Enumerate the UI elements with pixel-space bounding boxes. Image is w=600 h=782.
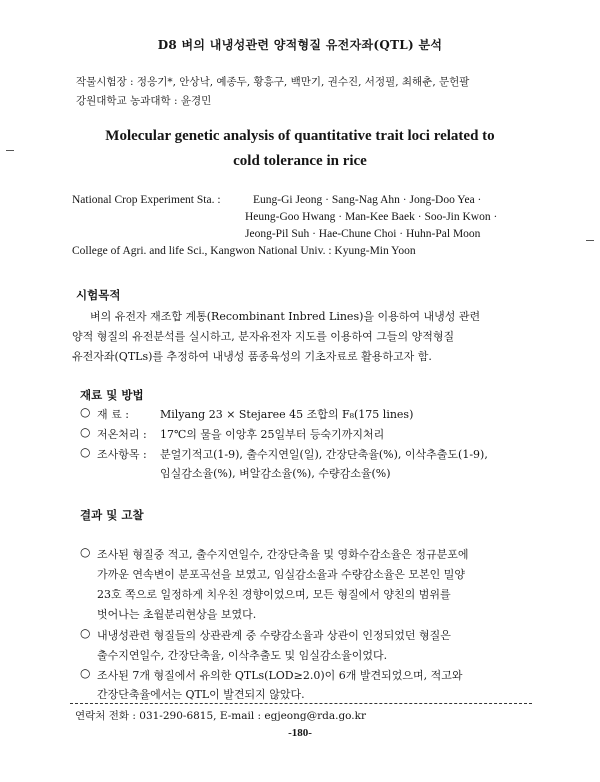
methods-heading: 재료 및 방법 <box>80 388 144 402</box>
korean-title: D8 벼의 내냉성관련 양적형질 유전자좌(QTL) 분석 <box>157 38 443 52</box>
authors-line-1: 작물시험장 : 정응기*, 안상낙, 예종두, 황흥구, 백만기, 권수진, 서정필, 최해춘, 문헌팔 <box>76 76 470 88</box>
affiliation-college: College of Agri. and life Sci., Kangwon National Univ. : Kyung-Min Yoon <box>72 245 416 257</box>
method-label-cold-treatment: 저온처리 : <box>97 428 147 441</box>
affiliation-nces: National Crop Experiment Sta. : <box>72 194 221 206</box>
bullet-circle-icon: ○ <box>80 626 91 640</box>
result-1-line-1: 조사된 형질중 적고, 출수지연일수, 간장단축율 및 영화수감소율은 정규분포에 <box>97 548 469 561</box>
results-heading: 결과 및 고찰 <box>80 508 144 522</box>
bullet-circle-icon: ○ <box>80 545 91 559</box>
result-1-line-2: 가까운 연속변이 분포곡선을 보였고, 임실감소율과 수량감소율은 모본인 밀양 <box>97 568 466 581</box>
english-title-line-2: cold tolerance in rice <box>233 153 367 169</box>
result-2-line-1: 내냉성관련 형질들의 상관관계 중 수량감소율과 상관이 인정되었던 형질은 <box>97 629 451 642</box>
bullet-circle-icon: ○ <box>80 425 91 439</box>
method-text-cold-treatment: 17℃의 물을 이앙후 25일부터 등숙기까지처리 <box>160 428 385 441</box>
result-2-line-2: 출수지연일수, 간장단축율, 이삭추출도 및 임실감소율이었다. <box>97 649 388 662</box>
footnote-divider <box>70 703 532 704</box>
affiliation-names-3: Jeong-Pil Suh · Hae-Chune Choi · Huhn-Pal Moon <box>245 228 481 240</box>
authors-line-2: 강원대학교 농과대학 : 윤경민 <box>76 95 212 107</box>
method-label-traits: 조사항목 : <box>97 448 147 461</box>
corner-mark-right <box>586 240 594 241</box>
objective-line-3: 유전자좌(QTLs)를 추정하여 내냉성 품종육성의 기초자료로 활용하고자 함. <box>72 350 432 363</box>
bullet-circle-icon: ○ <box>80 405 91 419</box>
affiliation-names-1: Eung-Gi Jeong · Sang-Nag Ahn · Jong-Doo Yea · <box>253 194 482 206</box>
result-1-line-3: 23호 쪽으로 일정하게 치우친 경향이었으며, 모든 형질에서 양친의 범위를 <box>97 588 451 601</box>
result-3-line-2: 간장단축율에서는 QTL이 발견되지 않았다. <box>97 688 305 701</box>
corner-mark-left <box>6 150 14 151</box>
page-number: -180- <box>288 727 312 739</box>
method-label-materials: 재 료 : <box>97 408 129 421</box>
bullet-circle-icon: ○ <box>80 666 91 680</box>
contact-info: 연락처 전화 : 031-290-6815, E-mail : egjeong@rda.go.kr <box>75 710 367 722</box>
objective-line-2: 양적 형질의 유전분석를 실시하고, 분자유전자 지도를 이용하여 그들의 양적형질 <box>72 330 455 343</box>
result-3-line-1: 조사된 7개 형질에서 유의한 QTLs(LOD≥2.0)이 6개 발견되었으며, 적고와 <box>97 669 463 682</box>
objective-heading: 시험목적 <box>76 288 121 302</box>
result-1-line-4: 벗어나는 초월분리현상을 보였다. <box>97 608 257 621</box>
method-text-traits-cont: 임실감소율(%), 벼알감소율(%), 수량감소율(%) <box>160 467 391 480</box>
affiliation-names-2: Heung-Goo Hwang · Man-Kee Baek · Soo-Jin Kwon · <box>245 211 498 223</box>
method-text-materials: Milyang 23 × Stejaree 45 조합의 F₈(175 lines) <box>160 408 414 421</box>
objective-line-1: 벼의 유전자 재조합 계통(Recombinant Inbred Lines)을 이용하여 내냉성 관련 <box>90 310 481 323</box>
method-text-traits: 분얼기적고(1-9), 출수지연일(일), 간장단축율(%), 이삭추출도(1-9), <box>160 448 488 461</box>
bullet-circle-icon: ○ <box>80 445 91 459</box>
english-title-line-1: Molecular genetic analysis of quantitative trait loci related to <box>105 128 495 144</box>
